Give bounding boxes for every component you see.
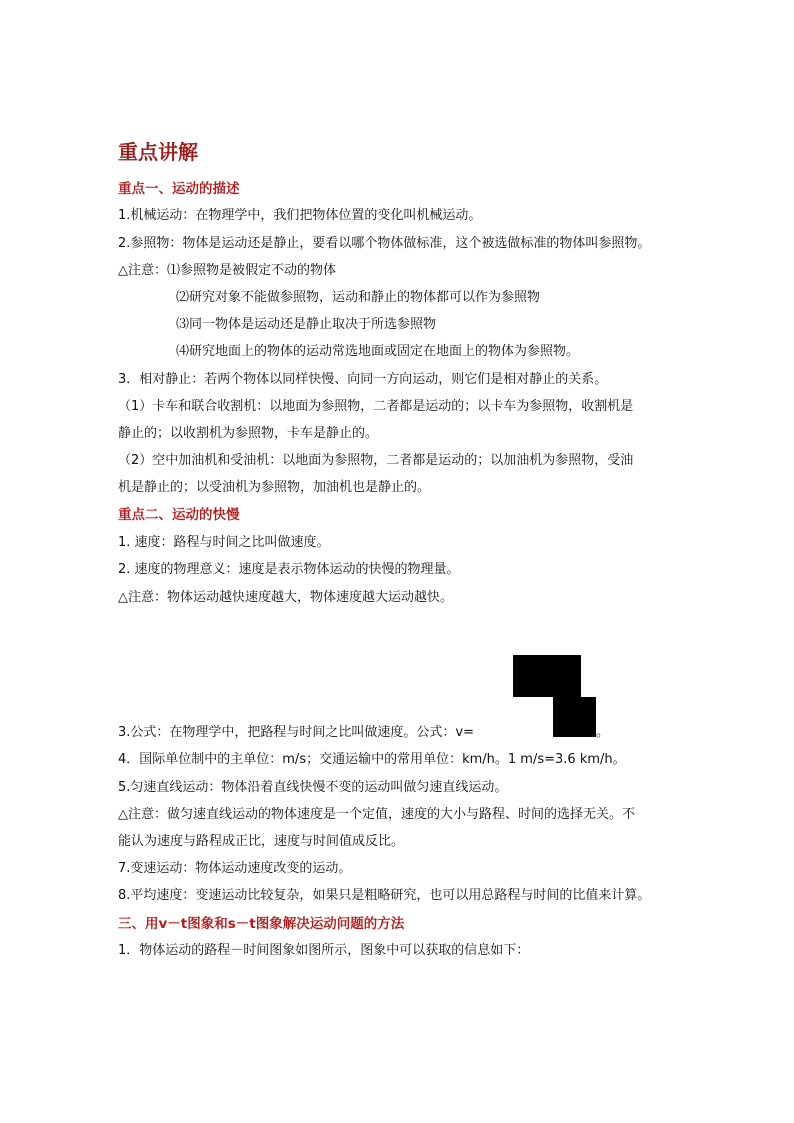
paragraph-average-speed: 8.平均速度：变速运动比较复杂，如果只是粗略研究，也可以用总路程与时间的比值来计算。: [118, 888, 651, 903]
note-uniform-line-2: 能认为速度与路程成正比，速度与时间值成反比。: [118, 834, 405, 849]
paragraph-uniform-motion: 5.匀速直线运动：物体沿着直线快慢不变的运动叫做匀速直线运动。: [118, 780, 508, 795]
note-reference-1: △注意：⑴参照物是被假定不动的物体: [118, 263, 336, 278]
section-heading-graphs: 三、用v－t图象和s－t图象解决运动问题的方法: [118, 916, 405, 932]
note-reference-2: ⑵研究对象不能做参照物，运动和静止的物体都可以作为参照物: [176, 290, 541, 305]
paragraph-speed-definition: 1. 速度：路程与时间之比叫做速度。: [118, 535, 330, 550]
formula-image-redacted-top: [513, 655, 581, 697]
page-title: 重点讲解: [118, 140, 198, 164]
paragraph-units: 4．国际单位制中的主单位：m/s；交通运输中的常用单位：km/h。1 m/s=3.6 km/h。: [118, 752, 626, 767]
paragraph-graph-info: 1．物体运动的路程－时间图象如图所示，图象中可以获取的信息如下：: [118, 943, 530, 958]
paragraph-formula-prefix: 3.公式：在物理学中，把路程与时间之比叫做速度。公式：v=: [118, 725, 474, 740]
section-heading-speed: 重点二、运动的快慢: [118, 507, 240, 523]
paragraph-variable-motion: 7.变速运动：物体运动速度改变的运动。: [118, 861, 352, 876]
note-speed: △注意：物体运动越快速度越大，物体速度越大运动越快。: [118, 590, 453, 605]
example-1-line-2: 静止的；以收割机为参照物，卡车是静止的。: [118, 426, 379, 441]
example-1-line-1: （1）卡车和联合收割机：以地面为参照物，二者都是运动的；以卡车为参照物，收割机是: [118, 399, 634, 414]
paragraph-formula-suffix: 。: [596, 725, 610, 740]
example-2-line-1: （2）空中加油机和受油机：以地面为参照物，二者都是运动的；以加油机为参照物，受油: [118, 453, 634, 468]
paragraph-relative-rest: 3．相对静止：若两个物体以同样快慢、向同一方向运动，则它们是相对静止的关系。: [118, 372, 608, 387]
paragraph-speed-meaning: 2. 速度的物理意义：速度是表示物体运动的快慢的物理量。: [118, 562, 460, 577]
note-reference-4: ⑷研究地面上的物体的运动常选地面或固定在地面上的物体为参照物。: [176, 344, 580, 359]
note-reference-3: ⑶同一物体是运动还是静止取决于所选参照物: [176, 317, 437, 332]
paragraph-mechanical-motion: 1.机械运动：在物理学中，我们把物体位置的变化叫机械运动。: [118, 208, 482, 223]
section-heading-motion-description: 重点一、运动的描述: [118, 181, 240, 197]
paragraph-reference-object: 2.参照物：物体是运动还是静止，要看以哪个物体做标准，这个被选做标准的物体叫参照物。: [118, 236, 651, 251]
note-uniform-line-1: △注意：做匀速直线运动的物体速度是一个定值，速度的大小与路程、时间的选择无关。不: [118, 807, 635, 822]
example-2-line-2: 机是静止的；以受油机为参照物，加油机也是静止的。: [118, 480, 431, 495]
formula-image-redacted-bottom: [553, 697, 596, 737]
